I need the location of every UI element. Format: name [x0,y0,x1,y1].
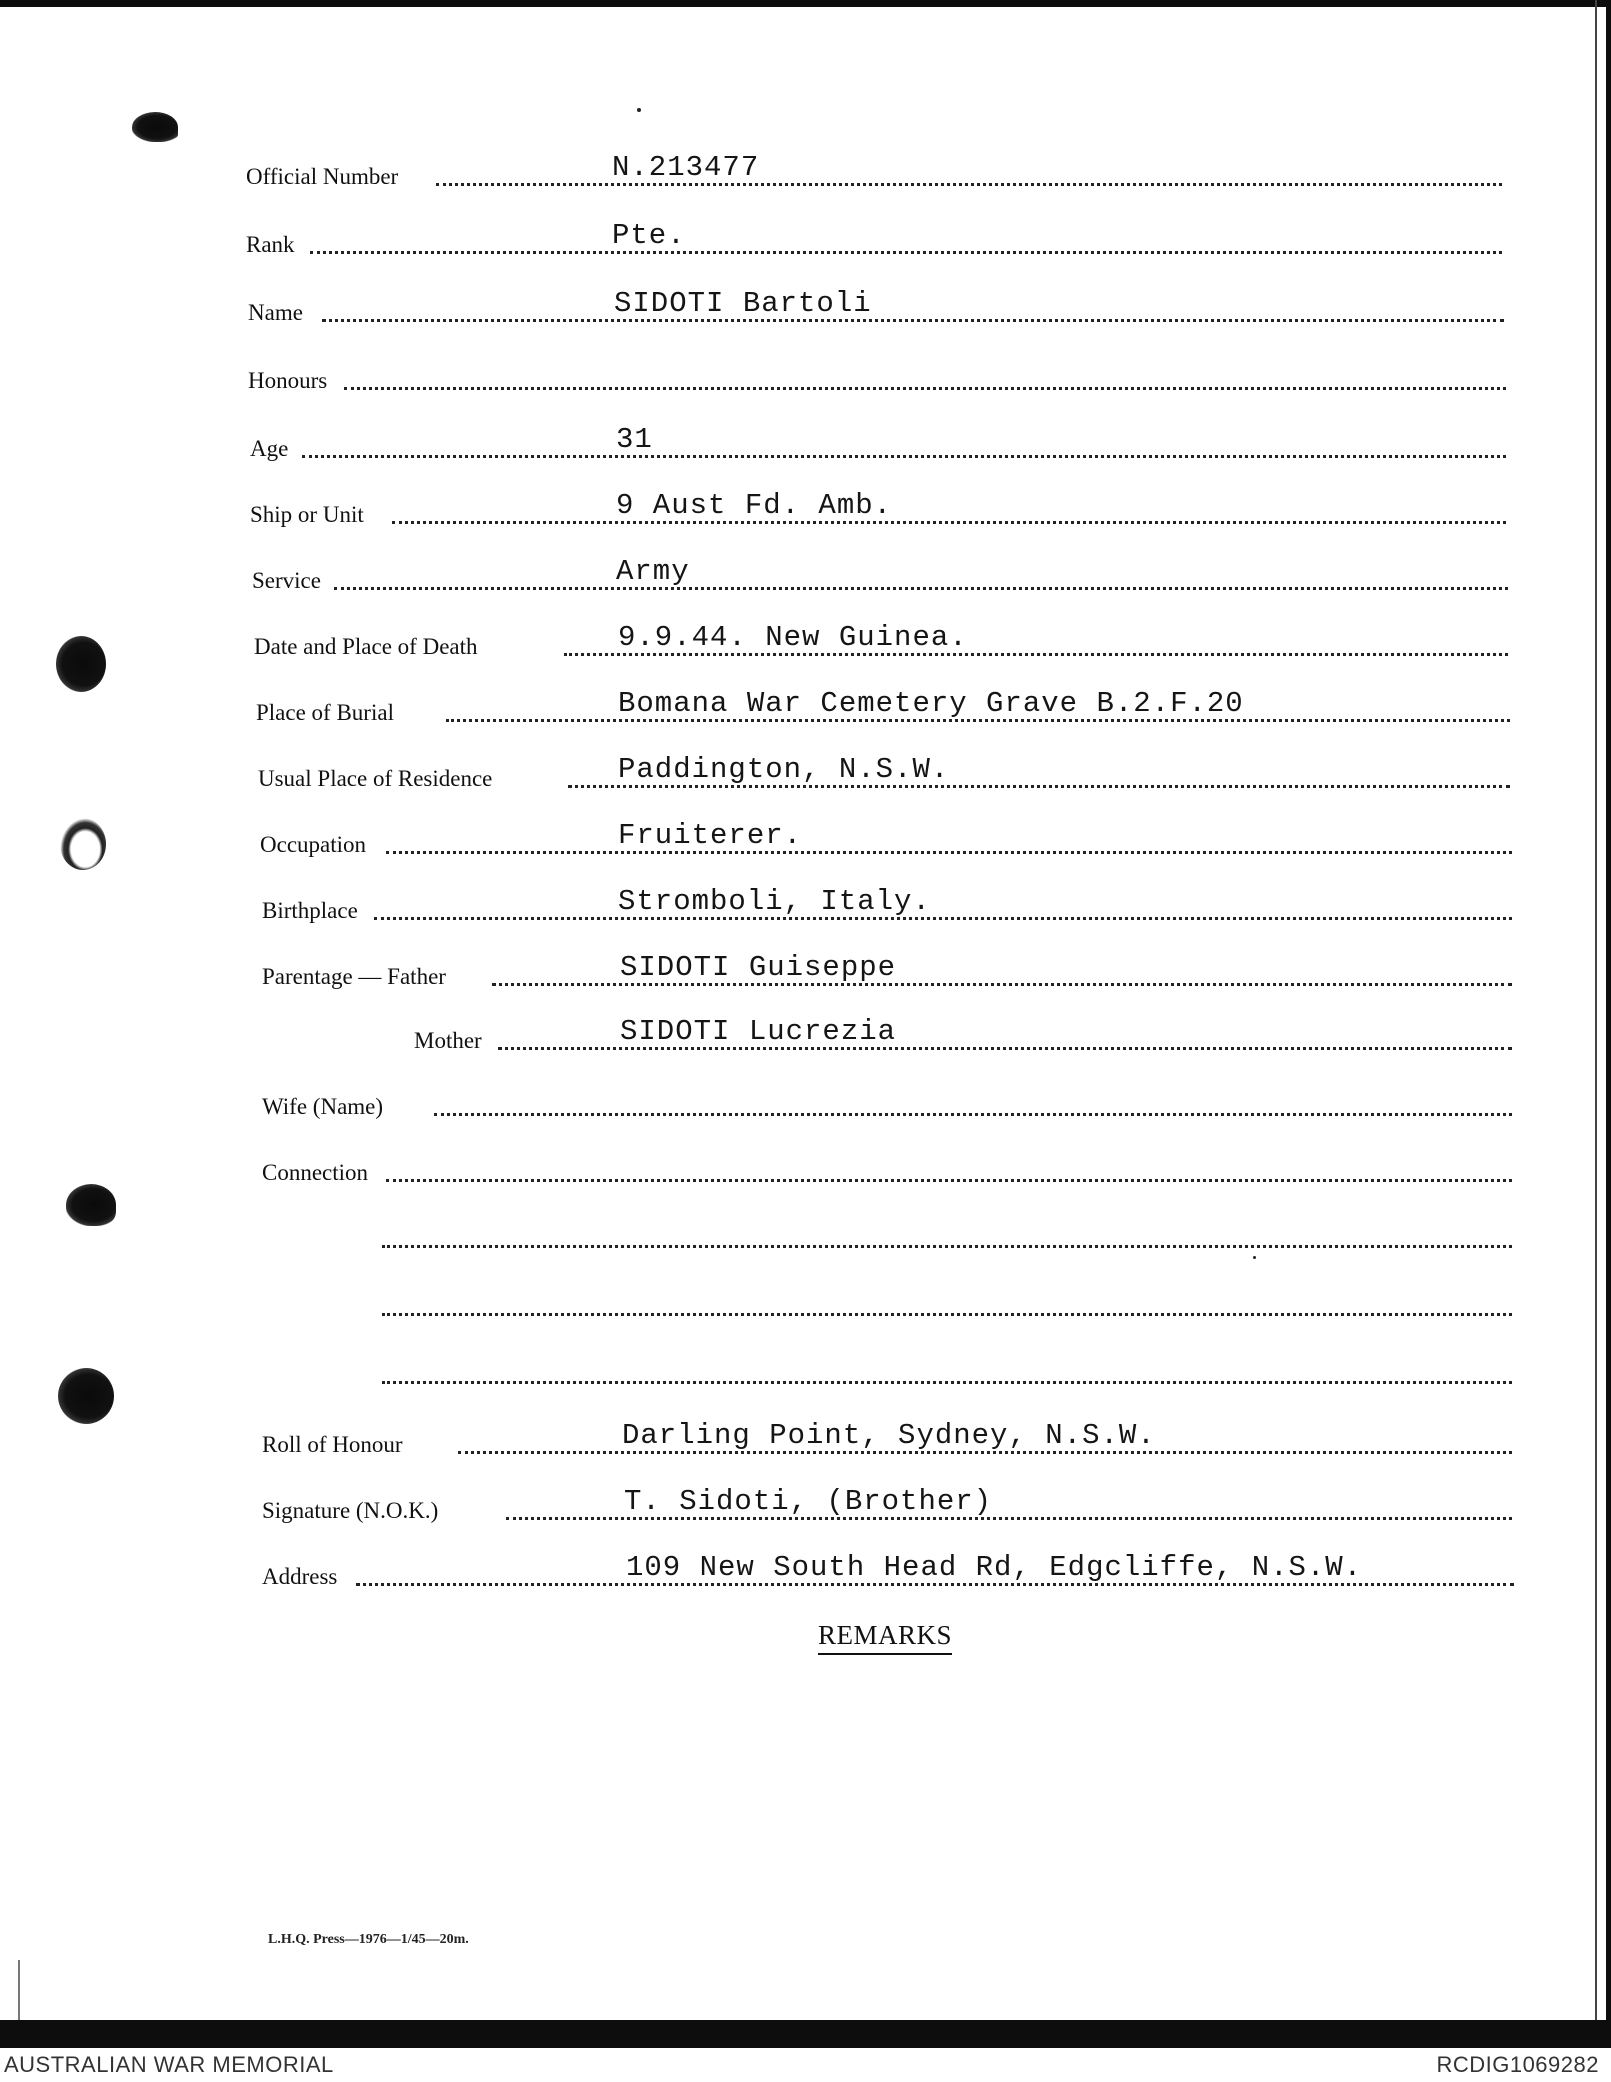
field-row-rank [246,220,1502,260]
field-value: N.213477 [612,151,760,184]
blank-line [382,1282,1512,1322]
field-row-occupation [260,820,1512,860]
scan-border-right [1606,0,1611,2030]
field-row-ship-or-unit [250,490,1506,530]
field-label: Birthplace [262,898,362,924]
field-value: Bomana War Cemetery Grave B.2.F.20 [618,687,1244,720]
field-value: 9.9.44. New Guinea. [618,621,968,654]
field-row-connection [262,1148,1512,1188]
scan-edge-line-left [18,1960,20,2020]
remarks-heading: REMARKS [818,1620,952,1655]
archive-name: AUSTRALIAN WAR MEMORIAL [4,2052,334,2077]
field-row-birthplace [262,886,1512,926]
field-label: Service [252,568,325,594]
dotted-leader [310,251,1502,254]
field-value: Darling Point, Sydney, N.S.W. [622,1419,1156,1452]
dotted-leader [374,917,1512,920]
field-label: Roll of Honour [262,1432,407,1458]
field-value: 109 New South Head Rd, Edgcliffe, N.S.W. [626,1551,1363,1584]
field-row-address [262,1552,1514,1592]
record-id: RCDIG1069282 [1436,2052,1599,2077]
field-label: Address [262,1564,341,1590]
dotted-leader [382,1245,1512,1248]
dotted-leader [386,1179,1512,1182]
field-row-name [248,288,1504,328]
field-row-official-number [246,152,1502,192]
scan-border-top [0,0,1611,7]
field-label: Date and Place of Death [254,634,482,660]
field-value: Fruiterer. [618,819,803,852]
dotted-leader [392,521,1506,524]
punch-hole [56,636,106,692]
dotted-leader [344,387,1506,390]
field-row-honours [248,356,1506,396]
field-row-signature-nok [262,1486,1512,1526]
dotted-leader [382,1381,1512,1384]
field-row-date-place-death [254,622,1508,662]
punch-hole [132,112,178,142]
field-value: SIDOTI Guiseppe [620,951,897,984]
field-value: 9 Aust Fd. Amb. [616,489,893,522]
field-row-service [252,556,1508,596]
ink-speck [1253,1256,1256,1259]
dotted-leader [434,1113,1512,1116]
field-label: Official Number [246,164,402,190]
dotted-leader [334,587,1508,590]
field-row-roll-of-honour [262,1420,1512,1460]
field-label: Signature (N.O.K.) [262,1498,442,1524]
field-row-mother [414,1016,1512,1056]
field-row-residence [258,754,1510,794]
field-label: Ship or Unit [250,502,368,528]
dotted-leader [382,1313,1512,1316]
field-label: Name [248,300,307,326]
field-label: Rank [246,232,299,258]
field-label: Connection [262,1160,372,1186]
ink-speck [637,108,641,112]
field-value: Paddington, N.S.W. [618,753,950,786]
field-label: Parentage — Father [262,964,450,990]
punch-hole [60,818,106,870]
field-label: Age [250,436,292,462]
field-value: Pte. [612,219,686,252]
scan-border-bottom [0,2020,1611,2048]
dotted-leader [436,183,1502,186]
field-value: T. Sidoti, (Brother) [624,1485,993,1518]
field-label: Wife (Name) [262,1094,387,1120]
blank-line [382,1214,1512,1254]
field-label: Mother [414,1028,486,1054]
field-row-age [250,424,1506,464]
field-value: Stromboli, Italy. [618,885,931,918]
blank-line [382,1350,1512,1390]
field-row-place-of-burial [256,688,1510,728]
field-label: Usual Place of Residence [258,766,496,792]
punch-hole [58,1368,114,1424]
field-row-wife [262,1082,1512,1122]
dotted-leader [386,851,1512,854]
field-value: SIDOTI Bartoli [614,287,872,320]
field-label: Honours [248,368,331,394]
dotted-leader [302,455,1506,458]
punch-hole [66,1184,116,1226]
field-label: Place of Burial [256,700,398,726]
printer-imprint: L.H.Q. Press—1976—1/45—20m. [268,1932,469,1947]
field-value: 31 [616,423,653,456]
field-row-father [262,952,1512,992]
field-value: Army [616,555,690,588]
scan-edge-line [1595,0,1597,2030]
dotted-leader [322,319,1504,322]
field-value: SIDOTI Lucrezia [620,1015,897,1048]
field-label: Occupation [260,832,370,858]
